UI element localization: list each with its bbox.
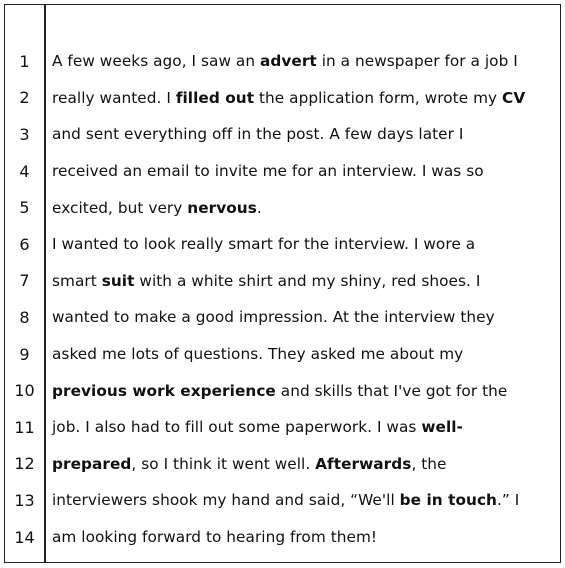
- line-text: [44, 125, 463, 143]
- line-number: 3: [19, 124, 30, 144]
- line-number: 12: [14, 454, 35, 474]
- line-number: 8: [19, 307, 30, 327]
- text-segment: job. I also had to fill out some paperwork. I was: [52, 418, 422, 437]
- text-line-row: [5, 372, 560, 409]
- text-segment: wanted to make a good impression. At the interview they: [52, 308, 495, 327]
- vocabulary-word: prepared: [52, 454, 132, 473]
- text-segment: in a newspaper for a job I: [316, 52, 518, 71]
- line-text: [44, 382, 507, 400]
- line-text: [44, 418, 463, 436]
- line-text: [44, 89, 525, 107]
- line-text: [44, 272, 480, 290]
- text-table: [4, 4, 561, 563]
- text-line-row: [5, 299, 560, 336]
- vocabulary-word: previous work experience: [52, 381, 276, 400]
- text-segment: excited, but very: [52, 198, 188, 217]
- line-number: 9: [19, 344, 30, 364]
- text-line-row: [5, 336, 560, 373]
- text-segment: , the: [411, 454, 447, 473]
- vocabulary-word: filled out: [175, 88, 255, 107]
- text-segment: I wanted to look really smart for the interview. I wore a: [52, 235, 476, 254]
- text-segment: and skills that I've got for the: [275, 381, 508, 400]
- text-segment: and sent everything off in the post. A few days later I: [52, 125, 464, 144]
- text-segment: really wanted. I: [52, 88, 176, 107]
- text-segment: am looking forward to hearing from them!: [52, 528, 378, 547]
- line-text: [44, 199, 262, 217]
- vocabulary-word: suit: [101, 271, 135, 290]
- text-segment: interviewers shook my hand and said, “We'll: [52, 491, 400, 510]
- vocabulary-word: Afterwards: [315, 454, 412, 473]
- vocabulary-word: be in touch: [399, 491, 497, 510]
- line-number: 14: [14, 527, 35, 547]
- line-text: [44, 162, 484, 180]
- text-line-row: [5, 482, 560, 519]
- line-text: [44, 308, 495, 326]
- text-segment: the application form, wrote my: [254, 88, 503, 107]
- vocabulary-word: advert: [260, 52, 317, 71]
- text-segment: , so I think it went well.: [131, 454, 316, 473]
- line-number: 13: [14, 490, 35, 510]
- line-number: 6: [19, 234, 30, 254]
- text-line-row: [5, 446, 560, 483]
- text-line-row: [5, 226, 560, 263]
- vocabulary-word: well-: [421, 418, 463, 437]
- line-number: 7: [19, 271, 30, 291]
- text-segment: .” I: [497, 491, 520, 510]
- text-segment: asked me lots of questions. They asked me about my: [52, 345, 464, 364]
- text-line-row: [5, 263, 560, 300]
- vocabulary-word: nervous: [187, 198, 257, 217]
- line-text: [44, 455, 447, 473]
- line-number: 1: [19, 51, 30, 71]
- text-segment: A few weeks ago, I saw an: [52, 52, 261, 71]
- text-line-row: [5, 80, 560, 117]
- line-text: [44, 491, 519, 509]
- text-segment: smart: [52, 271, 102, 290]
- vocabulary-word: CV: [502, 88, 526, 107]
- text-line-row: [5, 519, 560, 556]
- line-number: 2: [19, 88, 30, 108]
- text-line-row: [5, 153, 560, 190]
- text-line-row: [5, 189, 560, 226]
- text-line-row: [5, 409, 560, 446]
- line-number: 5: [19, 198, 30, 218]
- text-segment: .: [256, 198, 262, 217]
- line-rows: [5, 43, 560, 555]
- line-text: [44, 345, 463, 363]
- line-text: [44, 235, 475, 253]
- line-number: 4: [19, 161, 30, 181]
- text-segment: with a white shirt and my shiny, red shoes. I: [134, 271, 481, 290]
- line-text: [44, 52, 518, 70]
- text-segment: received an email to invite me for an interview. I was so: [52, 162, 484, 181]
- text-line-row: [5, 116, 560, 153]
- line-number: 10: [14, 381, 35, 401]
- header-row: [5, 5, 560, 43]
- text-line-row: [5, 43, 560, 80]
- line-text: [44, 528, 377, 546]
- line-number: 11: [14, 417, 35, 437]
